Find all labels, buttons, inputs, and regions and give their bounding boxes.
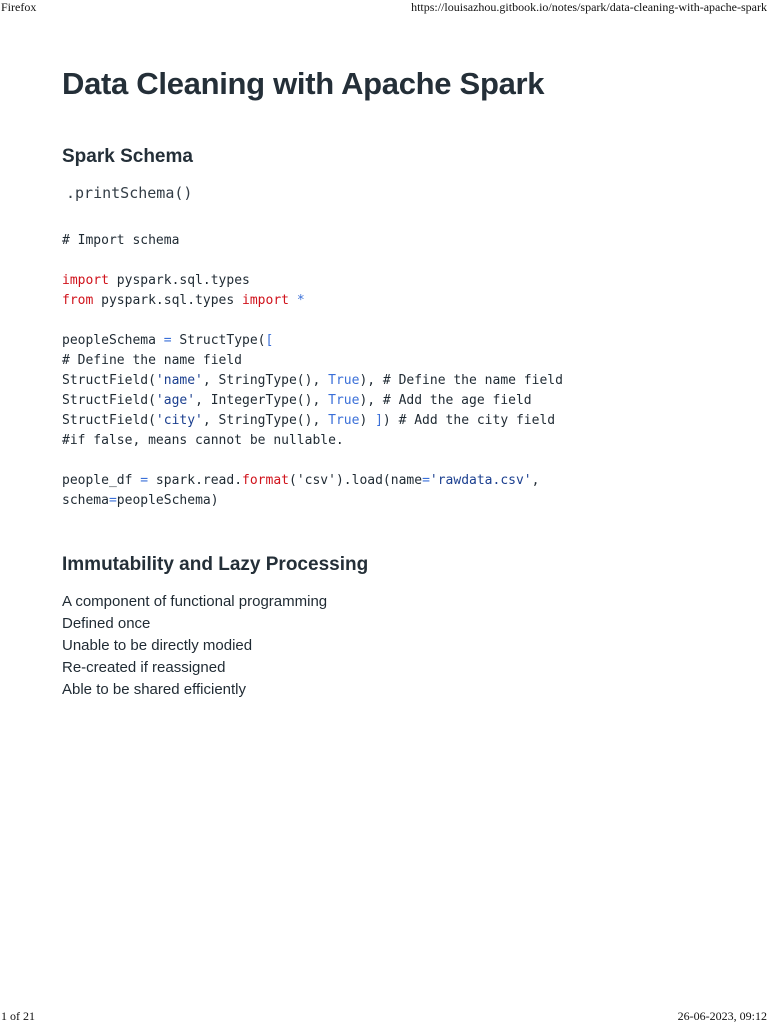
code-comment: # Define the name field	[62, 353, 243, 368]
code-text: StructType(	[171, 333, 266, 348]
list-item: Defined once	[62, 615, 151, 632]
print-timestamp: 26-06-2023, 09:12	[677, 1009, 767, 1023]
code-string: 'city'	[155, 413, 203, 428]
code-text: ,	[531, 473, 540, 488]
code-text: , StringType(),	[202, 373, 329, 388]
inline-code-print-schema: .printSchema()	[66, 184, 193, 202]
code-keyword: import	[242, 293, 289, 308]
code-text: schema	[62, 493, 109, 508]
immutability-list	[62, 591, 742, 701]
code-operator: [	[265, 333, 274, 348]
code-boolean: True	[328, 413, 360, 428]
code-operator: *	[296, 293, 305, 308]
section-heading-immutability: Immutability and Lazy Processing	[62, 554, 369, 575]
page-count: 1 of 21	[1, 1009, 35, 1023]
code-text: StructField(	[62, 373, 156, 388]
list-item: Unable to be directly modied	[62, 637, 253, 654]
code-text: ), # Add the age field	[359, 393, 532, 408]
code-text: spark.read.	[148, 473, 243, 488]
code-keyword: import	[62, 273, 109, 288]
section-heading-spark-schema: Spark Schema	[62, 146, 193, 167]
code-text: people_df	[62, 473, 141, 488]
code-text: )	[359, 413, 376, 428]
code-text: , StringType(),	[202, 413, 329, 428]
code-block	[62, 231, 742, 511]
code-text: pyspark.sql.types	[108, 273, 250, 288]
code-string: 'age'	[155, 393, 196, 408]
document-page	[62, 62, 742, 701]
code-boolean: True	[328, 393, 360, 408]
list-item: Able to be shared efficiently	[62, 681, 247, 698]
code-operator: =	[140, 473, 149, 488]
code-text: StructField(	[62, 413, 156, 428]
code-boolean: True	[328, 373, 360, 388]
code-keyword: from	[62, 293, 94, 308]
page-title: Data Cleaning with Apache Spark	[62, 66, 545, 101]
code-text: ), # Define the name field	[359, 373, 563, 388]
code-comment: #if false, means cannot be nullable.	[62, 433, 344, 448]
code-text: StructField(	[62, 393, 156, 408]
code-keyword: format	[242, 473, 289, 488]
code-operator: =	[163, 333, 172, 348]
print-header	[0, 0, 768, 16]
code-text: peopleSchema	[62, 333, 164, 348]
list-item: Re-created if reassigned	[62, 659, 226, 676]
page-url[interactable]: https://louisazhou.gitbook.io/notes/spark/data-cleaning-with-apache-spark	[411, 0, 767, 14]
list-item: A component of functional programming	[62, 593, 328, 610]
code-string: 'rawdata.csv'	[429, 473, 532, 488]
code-text: ) # Add the city field	[382, 413, 556, 428]
code-text: , IntegerType(),	[195, 393, 329, 408]
code-comment: # Import schema	[62, 233, 180, 248]
browser-name: Firefox	[1, 0, 37, 14]
code-text: ('csv').load(name	[289, 473, 423, 488]
code-text: pyspark.sql.types	[93, 293, 243, 308]
code-operator: =	[108, 493, 117, 508]
code-operator: ]	[375, 413, 383, 428]
print-footer	[0, 1008, 768, 1024]
code-operator: =	[422, 473, 430, 488]
code-text: peopleSchema)	[116, 493, 219, 508]
code-string: 'name'	[155, 373, 203, 388]
